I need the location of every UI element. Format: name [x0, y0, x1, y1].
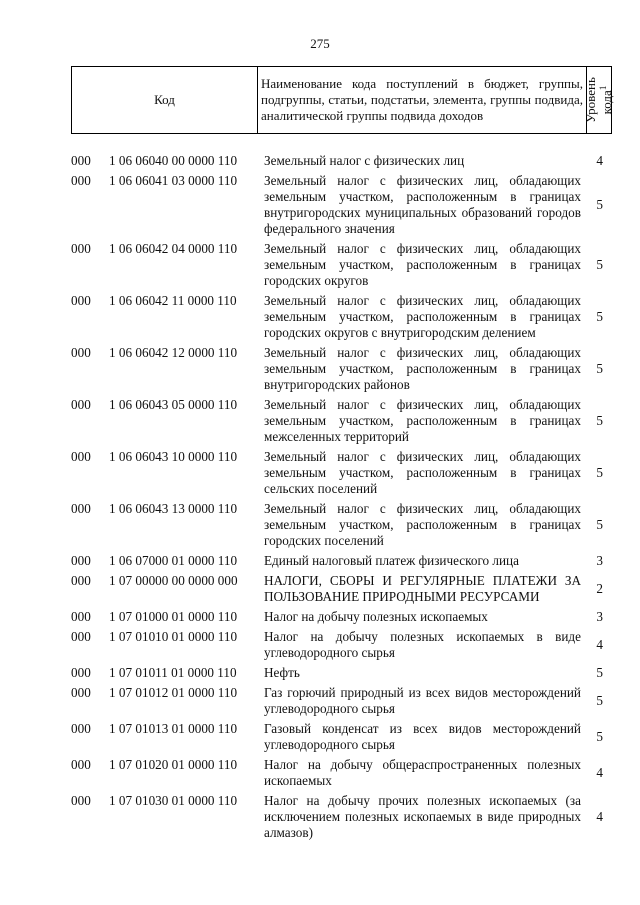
admin-code-cell: 000	[71, 665, 91, 680]
code-level-cell: 4	[596, 809, 603, 824]
admin-code-cell: 000	[71, 449, 91, 464]
code-name-cell: Единый налоговый платеж физического лица	[264, 553, 519, 568]
admin-code-cell: 000	[71, 609, 91, 624]
table-row	[71, 241, 611, 289]
admin-code-cell: 000	[71, 501, 91, 516]
budget-code-cell: 1 06 06042 12 0000 110	[109, 345, 238, 360]
code-level-cell: 2	[596, 581, 603, 596]
table-row	[71, 573, 611, 605]
code-level-cell: 5	[596, 197, 603, 212]
budget-code-cell: 1 07 01000 01 0000 110	[109, 609, 238, 624]
table-row	[71, 397, 611, 445]
admin-code-cell: 000	[71, 629, 91, 644]
code-name-cell: Налог на добычу полезных ископаемых в виде углеводородного сырья	[264, 629, 581, 660]
table-row	[71, 629, 611, 661]
budget-code-cell: 1 06 06041 03 0000 110	[109, 173, 238, 188]
code-name-cell: Земельный налог с физических лиц, обладающих земельным участком, расположенным в границах внутригородских районов	[264, 345, 581, 392]
code-level-cell: 4	[596, 153, 603, 168]
budget-code-cell: 1 07 01020 01 0000 110	[109, 757, 238, 772]
table-row	[71, 153, 611, 169]
code-name-cell: Земельный налог с физических лиц, обладающих земельным участком, расположенным в границах межселенных территорий	[264, 397, 581, 444]
admin-code-cell: 000	[71, 573, 91, 588]
budget-code-cell: 1 07 00000 00 0000 000	[109, 573, 238, 588]
code-level-cell: 5	[596, 309, 603, 324]
code-name-cell: Налог на добычу прочих полезных ископаемых (за исключением полезных ископаемых в виде природных алмазов)	[264, 793, 581, 840]
table-row	[71, 293, 611, 341]
code-level-cell: 3	[596, 553, 603, 568]
table-row	[71, 757, 611, 789]
budget-code-cell: 1 06 06040 00 0000 110	[109, 153, 238, 168]
table-header	[71, 66, 615, 134]
code-name-cell: Налог на добычу общераспространенных полезных ископаемых	[264, 757, 581, 788]
budget-code-cell: 1 07 01013 01 0000 110	[109, 721, 238, 736]
code-name-cell: Газовый конденсат из всех видов месторождений углеводородного сырья	[264, 721, 581, 752]
code-level-cell: 5	[596, 729, 603, 744]
code-level-cell: 4	[596, 765, 603, 780]
code-level-cell: 4	[596, 637, 603, 652]
code-name-cell: Нефть	[264, 665, 300, 680]
admin-code-cell: 000	[71, 553, 91, 568]
budget-code-cell: 1 06 06043 13 0000 110	[109, 501, 238, 516]
table-row	[71, 721, 611, 753]
admin-code-cell: 000	[71, 153, 91, 168]
table-row	[71, 793, 611, 841]
header-name-cell: Наименование кода поступлений в бюджет, группы, подгруппы, статьи, подстатьи, элемента, группы подвида, аналитической группы подвида доходов	[258, 67, 587, 134]
code-level-cell: 5	[596, 257, 603, 272]
code-level-cell: 5	[596, 413, 603, 428]
admin-code-cell: 000	[71, 173, 91, 188]
admin-code-cell: 000	[71, 345, 91, 360]
header-level-footnote: 1	[597, 85, 608, 91]
header-level-word: Уровень	[582, 77, 598, 123]
code-name-cell: Земельный налог с физических лиц, обладающих земельным участком, расположенным в границах городских округов с внутригородским делением	[264, 293, 581, 340]
budget-code-cell: 1 07 01012 01 0000 110	[109, 685, 238, 700]
code-level-cell: 5	[596, 693, 603, 708]
table-body	[71, 153, 611, 845]
code-name-cell: Земельный налог с физических лиц, обладающих земельным участком, расположенным в границах сельских поселений	[264, 449, 581, 496]
admin-code-cell: 000	[71, 397, 91, 412]
budget-code-cell: 1 06 07000 01 0000 110	[109, 553, 238, 568]
code-name-cell: Земельный налог с физических лиц, обладающих земельным участком, расположенным в границах внутригородских муниципальных образований городов федерального значения	[264, 173, 581, 236]
admin-code-cell: 000	[71, 757, 91, 772]
table-row	[71, 665, 611, 681]
budget-code-cell: 1 06 06043 10 0000 110	[109, 449, 238, 464]
table-row	[71, 685, 611, 717]
admin-code-cell: 000	[71, 793, 91, 808]
code-level-cell: 5	[596, 517, 603, 532]
budget-code-cell: 1 07 01010 01 0000 110	[109, 629, 238, 644]
table-row	[71, 553, 611, 569]
budget-code-cell: 1 07 01011 01 0000 110	[109, 665, 237, 680]
table-row	[71, 345, 611, 393]
code-level-cell: 5	[596, 665, 603, 680]
table-row	[71, 609, 611, 625]
table-row	[71, 173, 611, 237]
admin-code-cell: 000	[71, 293, 91, 308]
code-level-cell: 5	[596, 361, 603, 376]
header-level-label	[582, 77, 615, 123]
admin-code-cell: 000	[71, 241, 91, 256]
budget-code-cell: 1 06 06042 11 0000 110	[109, 293, 237, 308]
admin-code-cell: 000	[71, 685, 91, 700]
code-name-cell: Налог на добычу полезных ископаемых	[264, 609, 488, 624]
code-name-cell: Земельный налог с физических лиц, обладающих земельным участком, расположенным в границах городских поселений	[264, 501, 581, 548]
budget-code-cell: 1 07 01030 01 0000 110	[109, 793, 238, 808]
table-row	[71, 449, 611, 497]
header-level-cell	[582, 67, 615, 134]
code-name-cell: Земельный налог с физических лиц	[264, 153, 465, 168]
code-level-cell: 5	[596, 465, 603, 480]
code-name-cell: НАЛОГИ, СБОРЫ И РЕГУЛЯРНЫЕ ПЛАТЕЖИ ЗА ПОЛЬЗОВАНИЕ ПРИРОДНЫМИ РЕСУРСАМИ	[264, 573, 581, 604]
code-name-cell: Земельный налог с физических лиц, обладающих земельным участком, расположенным в границах городских округов	[264, 241, 581, 288]
code-name-cell: Газ горючий природный из всех видов месторождений углеводородного сырья	[264, 685, 581, 716]
budget-code-cell: 1 06 06043 05 0000 110	[109, 397, 238, 412]
header-level-word2: кода	[599, 90, 615, 115]
budget-code-cell: 1 06 06042 04 0000 110	[109, 241, 238, 256]
header-code-cell: Код	[72, 67, 258, 134]
admin-code-cell: 000	[71, 721, 91, 736]
page-number: 275	[310, 36, 330, 51]
code-level-cell: 3	[596, 609, 603, 624]
table-row	[71, 501, 611, 549]
